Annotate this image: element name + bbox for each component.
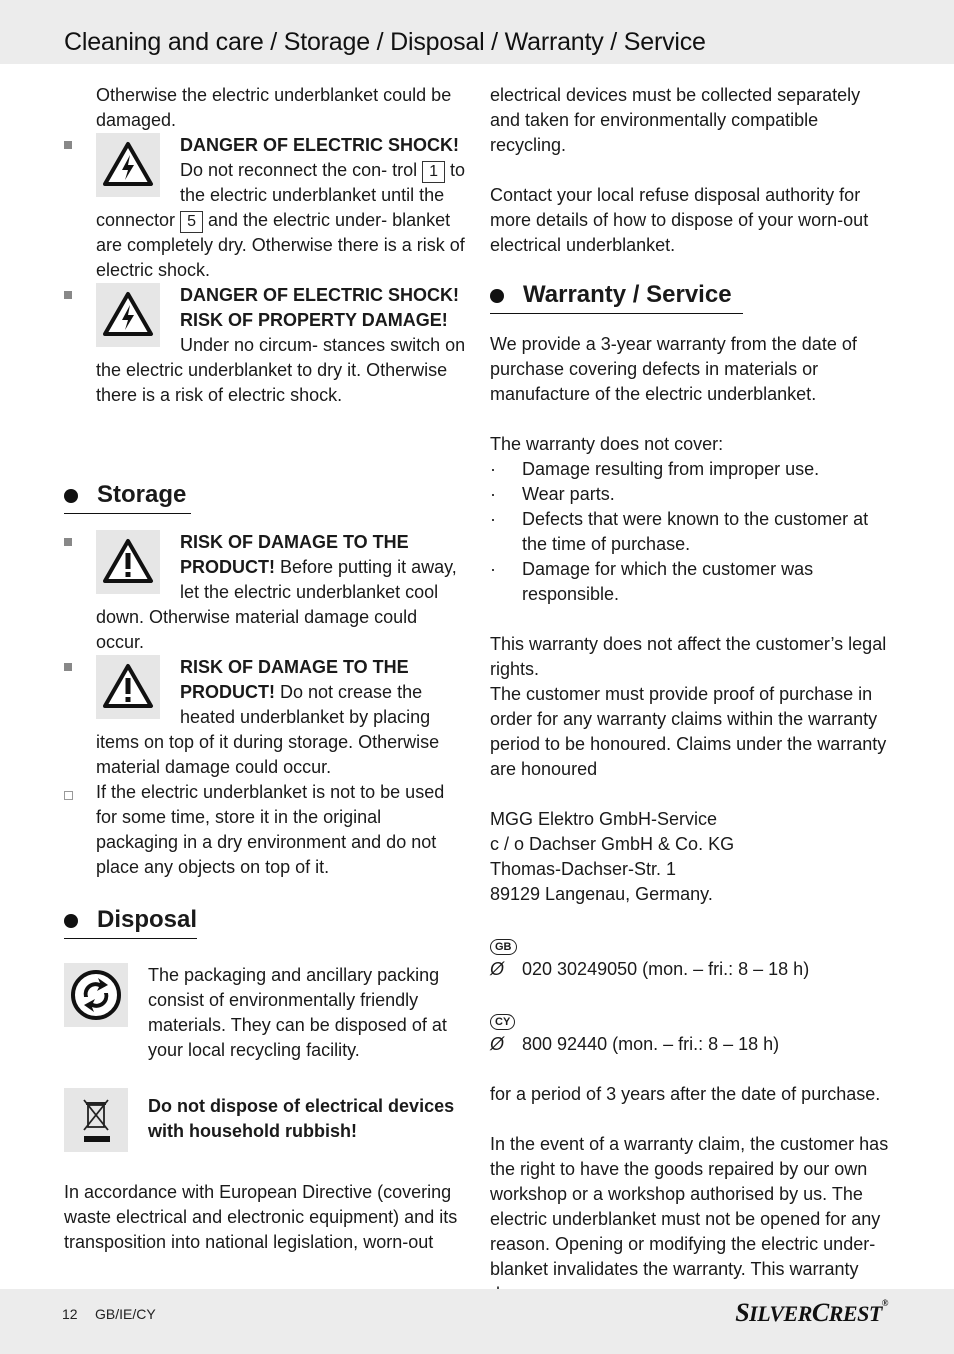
- high-voltage-warning-icon: [96, 283, 160, 347]
- green-dot-recycling-icon: [64, 963, 128, 1027]
- section-heading-disposal: Disposal: [64, 905, 466, 939]
- warning-text: RISK OF DAMAGE TO THE PRODUCT! Before putting it away, let the electric underblanket cool down. Otherwise material damage could occur.: [96, 532, 457, 652]
- right-column-top: electrical devices must be collected separately and taken for environmentally compatible recycling. Contact your local refuse disposal authority for more details of how to dispose of your worn-out electrical underblanket.: [490, 85, 869, 255]
- phone-cy: Ø 800 92440 (mon. – fri.: 8 – 18 h): [490, 1032, 892, 1057]
- address-line: MGG Elektro GmbH-Service: [490, 809, 718, 829]
- exclamation-warning-icon: [96, 655, 160, 719]
- address-line: 89129 Langenau, Germany.: [490, 884, 713, 904]
- warning-text: RISK OF DAMAGE TO THE PRODUCT! Do not crease the heated underblanket by placing items on top of it during storage. Otherwise material damage could occur.: [96, 657, 440, 777]
- list-item: · Damage for which the customer was responsible.: [490, 559, 814, 604]
- warning-block-electric-2: [64, 283, 466, 408]
- list-item: · Defects that were known to the customer at the time of purchase.: [490, 509, 869, 554]
- warning-text: DANGER OF ELECTRIC SHOCK! RISK OF PROPERTY DAMAGE! Under no circum- stances switch on the electric underblanket to dry it. Otherwise there is a risk of electric shock.: [96, 285, 466, 405]
- language-codes: GB/IE/CY: [95, 1306, 156, 1322]
- section-heading-warranty: Warranty / Service: [490, 280, 892, 314]
- heading-dot-icon: [64, 489, 78, 503]
- square-bullet: [64, 663, 72, 671]
- disposal-directive: In accordance with European Directive (covering waste electrical and electronic equipment) and its transposition into national legislation, worn-out: [64, 1182, 458, 1252]
- phone-icon: Ø: [490, 1034, 505, 1054]
- disposal-weee: Do not dispose of electrical devices with household rubbish!: [64, 1088, 466, 1152]
- disposal-packaging: The packaging and ancillary packing consist of environmentally friendly materials. They can be disposed of at your local recycling facility.: [64, 963, 466, 1063]
- page-title: Cleaning and care / Storage / Disposal / Warranty / Service: [64, 28, 706, 56]
- storage-instruction: If the electric underblanket is not to be used for some time, store it in the original packaging in a dry environment and do not place any objects on top of it.: [64, 780, 466, 880]
- square-bullet: [64, 291, 72, 299]
- heading-dot-icon: [64, 914, 78, 928]
- square-bullet: [64, 538, 72, 546]
- disposal-section: [64, 905, 466, 1255]
- page-number: 12: [62, 1306, 78, 1322]
- crossed-bin-icon: [64, 1088, 128, 1152]
- page-header: [0, 0, 954, 64]
- square-bullet: [64, 141, 72, 149]
- heading-dot-icon: [490, 289, 504, 303]
- high-voltage-warning-icon: [96, 133, 160, 197]
- phone-gb: Ø 020 30249050 (mon. – fri.: 8 – 18 h): [490, 957, 892, 982]
- phone-icon: Ø: [490, 959, 505, 979]
- connector-ref: 5: [180, 211, 203, 233]
- storage-warning-2: [64, 655, 466, 780]
- left-column: [64, 83, 466, 408]
- storage-warning-1: [64, 530, 466, 655]
- warning-text: DANGER OF ELECTRIC SHOCK! Do not reconnect the con- trol 1 to the electric underblanket until the connector 5 and the electric under- blanket are completely dry. Otherwise there is a risk of electric shock.: [96, 135, 466, 280]
- warning-block-electric-1: [64, 133, 466, 283]
- list-item: · Wear parts.: [490, 484, 615, 504]
- intro-text: Otherwise the electric underblanket could be damaged.: [96, 85, 452, 130]
- section-heading-storage: Storage: [64, 480, 466, 514]
- brand-logo: SILVERCREST®: [735, 1298, 888, 1327]
- storage-section: [64, 480, 466, 880]
- country-badge-cy: CY: [490, 1014, 515, 1030]
- exclamation-warning-icon: [96, 530, 160, 594]
- address-line: c / o Dachser GmbH & Co. KG: [490, 834, 735, 854]
- country-badge-gb: GB: [490, 939, 517, 955]
- address-line: Thomas-Dachser-Str. 1: [490, 859, 677, 879]
- warranty-section: Warranty / Service We provide a 3-year warranty from the date of purchase covering defects in materials or manufacture of the electric underblanket. The warranty does not cover: · Damage resulting from improper use. · Wear parts. · Defects that were known to the customer at the time of purchase. · Damage for which the customer was responsible. This warranty does not affect the customer’s legal rights. The customer must provide proof of purchase in order for any warranty claims within the warranty period to be honoured. Claims under the warranty are honoured MGG Elektro GmbH-Service c / o Dachser GmbH & Co. KG Thomas-Dachser-Str. 1 89129 Langenau, Germany. GB Ø 020 30249050 (mon. – fri.: 8 – 18 h) CY Ø 800 92440 (mon. – fri.: 8 – 18 h) for a period of 3 years after the date of purchase. In the event of a warranty claim, the customer has the right to have the goods repaired by our own workshop or a workshop authorised by us. The electric underblanket must not be opened for any reason. Opening or modifying the electric under- blanket invalidates the warranty. This warranty: [490, 280, 892, 1307]
- control-ref: 1: [422, 161, 445, 183]
- checkbox-bullet: [64, 791, 73, 800]
- list-item: · Damage resulting from improper use.: [490, 459, 820, 479]
